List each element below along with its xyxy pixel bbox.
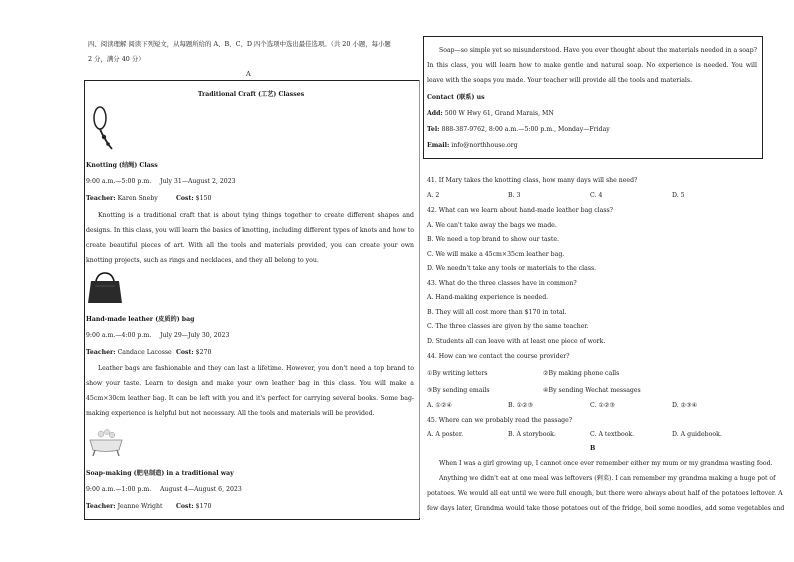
soap-date: August 4—August 6, 2023	[160, 486, 242, 493]
leather-cost-label: Cost:	[176, 349, 194, 356]
question-42-stem: 42. What can we learn about hand-made leather bag class?	[427, 207, 613, 214]
section-header-line2: 2 分，满分 40 分）	[88, 55, 145, 63]
leather-date: July 29—July 30, 2023	[160, 332, 230, 339]
soap-time: 9:00 a.m.—1:00 p.m.	[86, 486, 152, 493]
knotting-cost: $150	[195, 195, 212, 202]
soap-cost: $170	[195, 503, 212, 510]
question-41-stem: 41. If Mary takes the knotting class, how many days will she need?	[427, 177, 638, 184]
knotting-cost-label: Cost:	[176, 195, 194, 202]
passage-b-para1: When I was a girl growing up, I cannot once ever remember either my mum or my grandma wasting food.	[439, 460, 773, 467]
contact-addr: 500 W Hwy 61, Grand Marais, MN	[444, 110, 554, 117]
leather-teacher-label: Teacher:	[86, 349, 116, 356]
q41-option-a[interactable]: A. 2	[427, 192, 440, 199]
leather-time: 9:00 a.m.—4:00 p.m.	[86, 332, 152, 339]
q45-option-d[interactable]: D. A guidebook.	[672, 431, 722, 438]
contact-tel-label: Tel:	[427, 126, 440, 133]
question-43-stem: 43. What do the three classes have in common?	[427, 280, 577, 287]
knotting-body: Knotting is a traditional craft that is about tying things together to create different shapes and designs. In this class, you will learn the basics of knotting, including different types of knots and how to create beautiful pieces of art. With all the tools and materials provided, you can create your own knotting projects, such as rings and necklaces, and they all belong to you.	[86, 212, 414, 264]
q43-option-b[interactable]: B. They will all cost more than $170 in total.	[427, 309, 567, 316]
q44-choice-2: ②By making phone calls	[543, 370, 620, 377]
contact-tel: 888-387-9762, 8:00 a.m.—5:00 p.m., Monday—Friday	[441, 126, 610, 133]
leather-heading: Hand-made leather (皮质的) bag	[86, 316, 195, 323]
passage-b-para2-line2: potatoes. We would all eat until we were full enough, but there were always about half of the potatoes leftover. A	[427, 490, 783, 497]
question-44-stem: 44. How can we contact the course provider?	[427, 353, 570, 360]
q44-option-b[interactable]: B. ①②③	[508, 402, 534, 409]
knotting-heading: Knotting (结绳) Class	[86, 162, 158, 169]
contact-email: info@northhouse.org	[451, 142, 518, 149]
passage-a-title: Traditional Craft (工艺) Classes	[197, 91, 305, 98]
passage-b-para2-line3: few days later, Grandma would take those potatoes out of the fridge, boil some noodles, add some vegetables and	[427, 505, 785, 512]
question-45-stem: 45. Where can we probably read the passage?	[427, 417, 573, 424]
q45-option-a[interactable]: A. A poster.	[427, 431, 464, 438]
q41-option-d[interactable]: D. 5	[672, 192, 685, 199]
knotting-time: 9:00 a.m.—5:00 p.m.	[86, 178, 152, 185]
q41-option-b[interactable]: B. 3	[508, 192, 521, 199]
passage-a-left-box	[84, 80, 420, 520]
q45-option-c[interactable]: C. A textbook.	[590, 431, 635, 438]
contact-addr-label: Add:	[427, 110, 443, 117]
knotting-date: July 31—August 2, 2023	[160, 178, 236, 185]
passage-b-para2-line1: Anything we didn't eat at one meal was leftovers (剩菜). I can remember my grandma making a huge pot of	[439, 475, 776, 482]
q42-option-c[interactable]: C. We will make a 45cm×35cm leather bag.	[427, 251, 565, 258]
soap-cost-label: Cost:	[176, 503, 194, 510]
knotting-teacher: Karen Sneby	[117, 195, 158, 202]
leather-body: Leather bags are fashionable and they can last a lifetime. However, you don't need a top brand to show your taste. Learn to design and make your own leather bag in this class. You will make a 45cm×30cm leather bag. It can be left with you and it's perfect for carrying several books. Some bag-making experience is helpful but not necessary. All the tools and materials will be provided.	[86, 365, 414, 417]
contact-email-label: Email:	[427, 142, 450, 149]
leather-cost: $270	[195, 349, 212, 356]
column-divider	[419, 80, 420, 518]
section-header-line1: 四、阅读理解 阅读下列短文，从每题所给的 A、B、C、D 四个选项中选出最佳选项。（共 20 小题，每小题	[88, 40, 391, 48]
q44-option-d[interactable]: D. ②③④	[672, 402, 698, 409]
soap-heading: Soap-making (肥皂制造) in a traditional way	[86, 470, 234, 477]
q43-option-d[interactable]: D. Students all can leave with at least one piece of work.	[427, 338, 606, 345]
q44-option-a[interactable]: A. ①②④	[427, 402, 453, 409]
passage-b-label: B	[590, 445, 596, 452]
soap-body: Soap—so simple yet so misunderstood. Have you ever thought about the materials needed in a soap? In this class, you will learn how to make gentle and natural soap. No experience is needed. You will leave with the soaps you made. Your teacher will provide all the tools and materials.	[427, 47, 757, 84]
q42-option-d[interactable]: D. We needn't take any tools or materials to the class.	[427, 265, 597, 272]
q44-option-c[interactable]: C. ①②③	[590, 402, 616, 409]
q44-choice-3: ③By sending emails	[427, 387, 490, 394]
q45-option-b[interactable]: B. A storybook.	[508, 431, 556, 438]
soap-teacher: Jeanne Wright	[117, 503, 163, 510]
q44-choice-4: ④By sending Wechat messages	[543, 387, 641, 394]
q43-option-a[interactable]: A. Hand-making experience is needed.	[427, 294, 549, 301]
leather-teacher: Candace Lacosse	[117, 349, 172, 356]
q42-option-a[interactable]: A. We can't take away the bags we made.	[427, 222, 557, 229]
q44-choice-1: ①By writing letters	[427, 370, 488, 377]
leather-bag-image	[87, 272, 123, 304]
q41-option-c[interactable]: C. 4	[590, 192, 603, 199]
q42-option-b[interactable]: B. We need a top brand to show our taste.	[427, 236, 559, 243]
knotting-teacher-label: Teacher:	[86, 195, 116, 202]
knot-necklace-image	[88, 104, 116, 152]
bathtub-soap-image	[87, 428, 125, 458]
contact-heading: Contact (联系) us	[427, 94, 485, 101]
soap-teacher-label: Teacher:	[86, 503, 116, 510]
q43-option-c[interactable]: C. The three classes are given by the same teacher.	[427, 323, 589, 330]
passage-a-label: A	[246, 70, 251, 78]
